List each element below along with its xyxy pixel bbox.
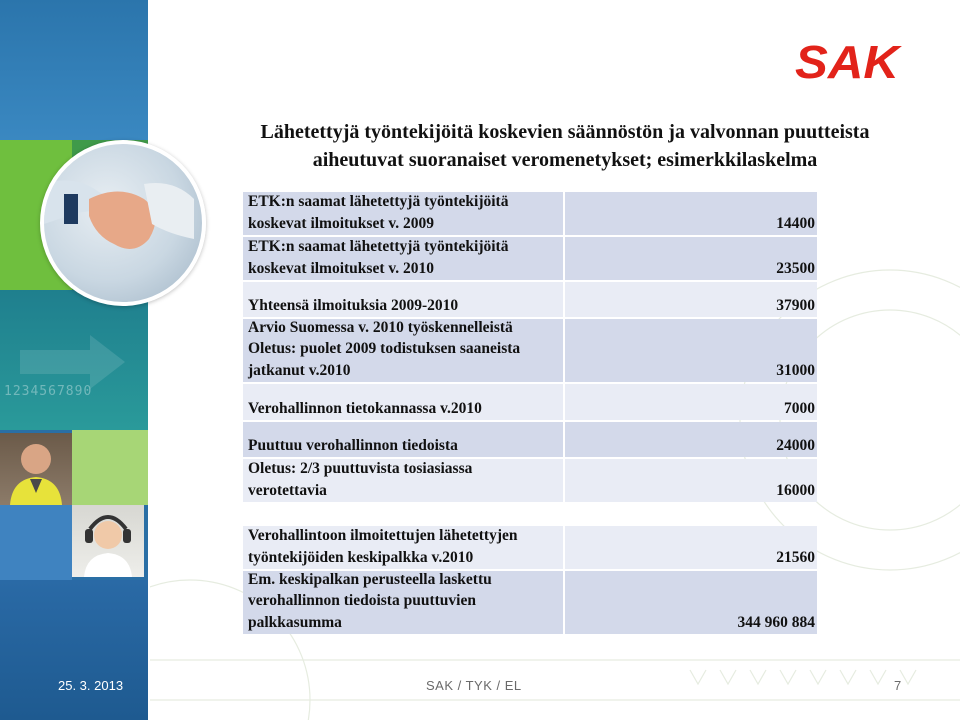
row-value: 7000 <box>565 384 817 420</box>
worker-photo <box>0 433 72 505</box>
handshake-image <box>40 140 206 306</box>
row-label <box>243 384 563 420</box>
worker-photo-headset <box>72 505 144 577</box>
row-label-line: Verohallintoon ilmoitettujen lähetettyjen <box>248 527 518 544</box>
row-label-line: koskevat ilmoitukset v. 2009 <box>248 214 435 232</box>
band-block-top <box>0 0 148 140</box>
arrow-icon <box>0 290 148 430</box>
row-label-line: Em. keskipalkan perusteella laskettu <box>248 570 492 588</box>
row-label <box>243 237 563 280</box>
row-label-line: Arvio Suomessa v. 2010 työskennelleistä <box>248 318 513 336</box>
row-label <box>243 571 563 634</box>
table-row <box>243 384 817 420</box>
row-label <box>243 282 563 317</box>
row-value: 14400 <box>565 192 817 235</box>
band-block-lightgreen <box>72 430 148 505</box>
title-line-2: aiheutuvat suoranaiset veromenetykset; esimerkkilaskelma <box>312 149 818 171</box>
row-value: 344 960 884 <box>565 571 817 634</box>
footer-date: 25. 3. 2013 <box>58 678 124 693</box>
row-label-line: ETK:n saamat lähetettyjä työntekijöitä <box>248 238 509 255</box>
slide-title <box>205 118 925 174</box>
row-label-line: Oletus: puolet 2009 todistuksen saaneista <box>248 340 521 357</box>
table-row <box>243 459 817 502</box>
row-label-line: verotettavia <box>248 481 327 499</box>
footer-center-text: SAK / TYK / EL <box>426 678 522 693</box>
row-label <box>243 319 563 382</box>
table-row <box>243 422 817 457</box>
row-label-line: palkkasumma <box>248 613 342 631</box>
row-label <box>243 459 563 502</box>
title-line-1: Lähetettyjä työntekijöitä koskevien säännöstön ja valvonnan puutteista <box>260 121 870 143</box>
row-label-line: ETK:n saamat lähetettyjä työntekijöitä <box>248 193 509 210</box>
row-label-line: työntekijöiden keskipalkka v.2010 <box>248 548 474 566</box>
row-label-line: koskevat ilmoitukset v. 2010 <box>248 259 435 277</box>
table-row <box>243 526 817 569</box>
page-number: 7 <box>894 678 902 693</box>
row-value: 24000 <box>565 422 817 457</box>
row-label <box>243 192 563 235</box>
row-value: 16000 <box>565 459 817 502</box>
row-value: 23500 <box>565 237 817 280</box>
row-label-line: verohallinnon tiedoista puuttuvien <box>248 592 476 609</box>
table-row <box>243 237 817 280</box>
band-block-blue <box>0 505 72 580</box>
table-row <box>243 319 817 382</box>
row-label <box>243 526 563 569</box>
row-value: 37900 <box>565 282 817 317</box>
handshake-icon <box>44 144 194 294</box>
left-decorative-band <box>0 0 148 720</box>
row-label-line: Verohallinnon tietokannassa v.2010 <box>248 399 482 417</box>
table-row <box>243 571 817 634</box>
row-value: 21560 <box>565 526 817 569</box>
row-value: 31000 <box>565 319 817 382</box>
table-row <box>243 192 817 235</box>
row-label-line: jatkanut v.2010 <box>248 361 351 379</box>
row-label <box>243 422 563 457</box>
sak-logo <box>792 38 902 84</box>
row-label-line: Yhteensä ilmoituksia 2009-2010 <box>248 296 459 314</box>
row-label-line: Puuttuu verohallinnon tiedoista <box>248 436 458 454</box>
band-block-teal <box>0 290 148 430</box>
row-label-line: Oletus: 2/3 puuttuvista tosiasiassa <box>248 460 473 477</box>
table-row <box>243 282 817 317</box>
svg-text:SAK: SAK <box>795 38 902 84</box>
band-block-bottom <box>0 580 148 720</box>
decorative-digits: 1234567890 <box>4 384 93 399</box>
